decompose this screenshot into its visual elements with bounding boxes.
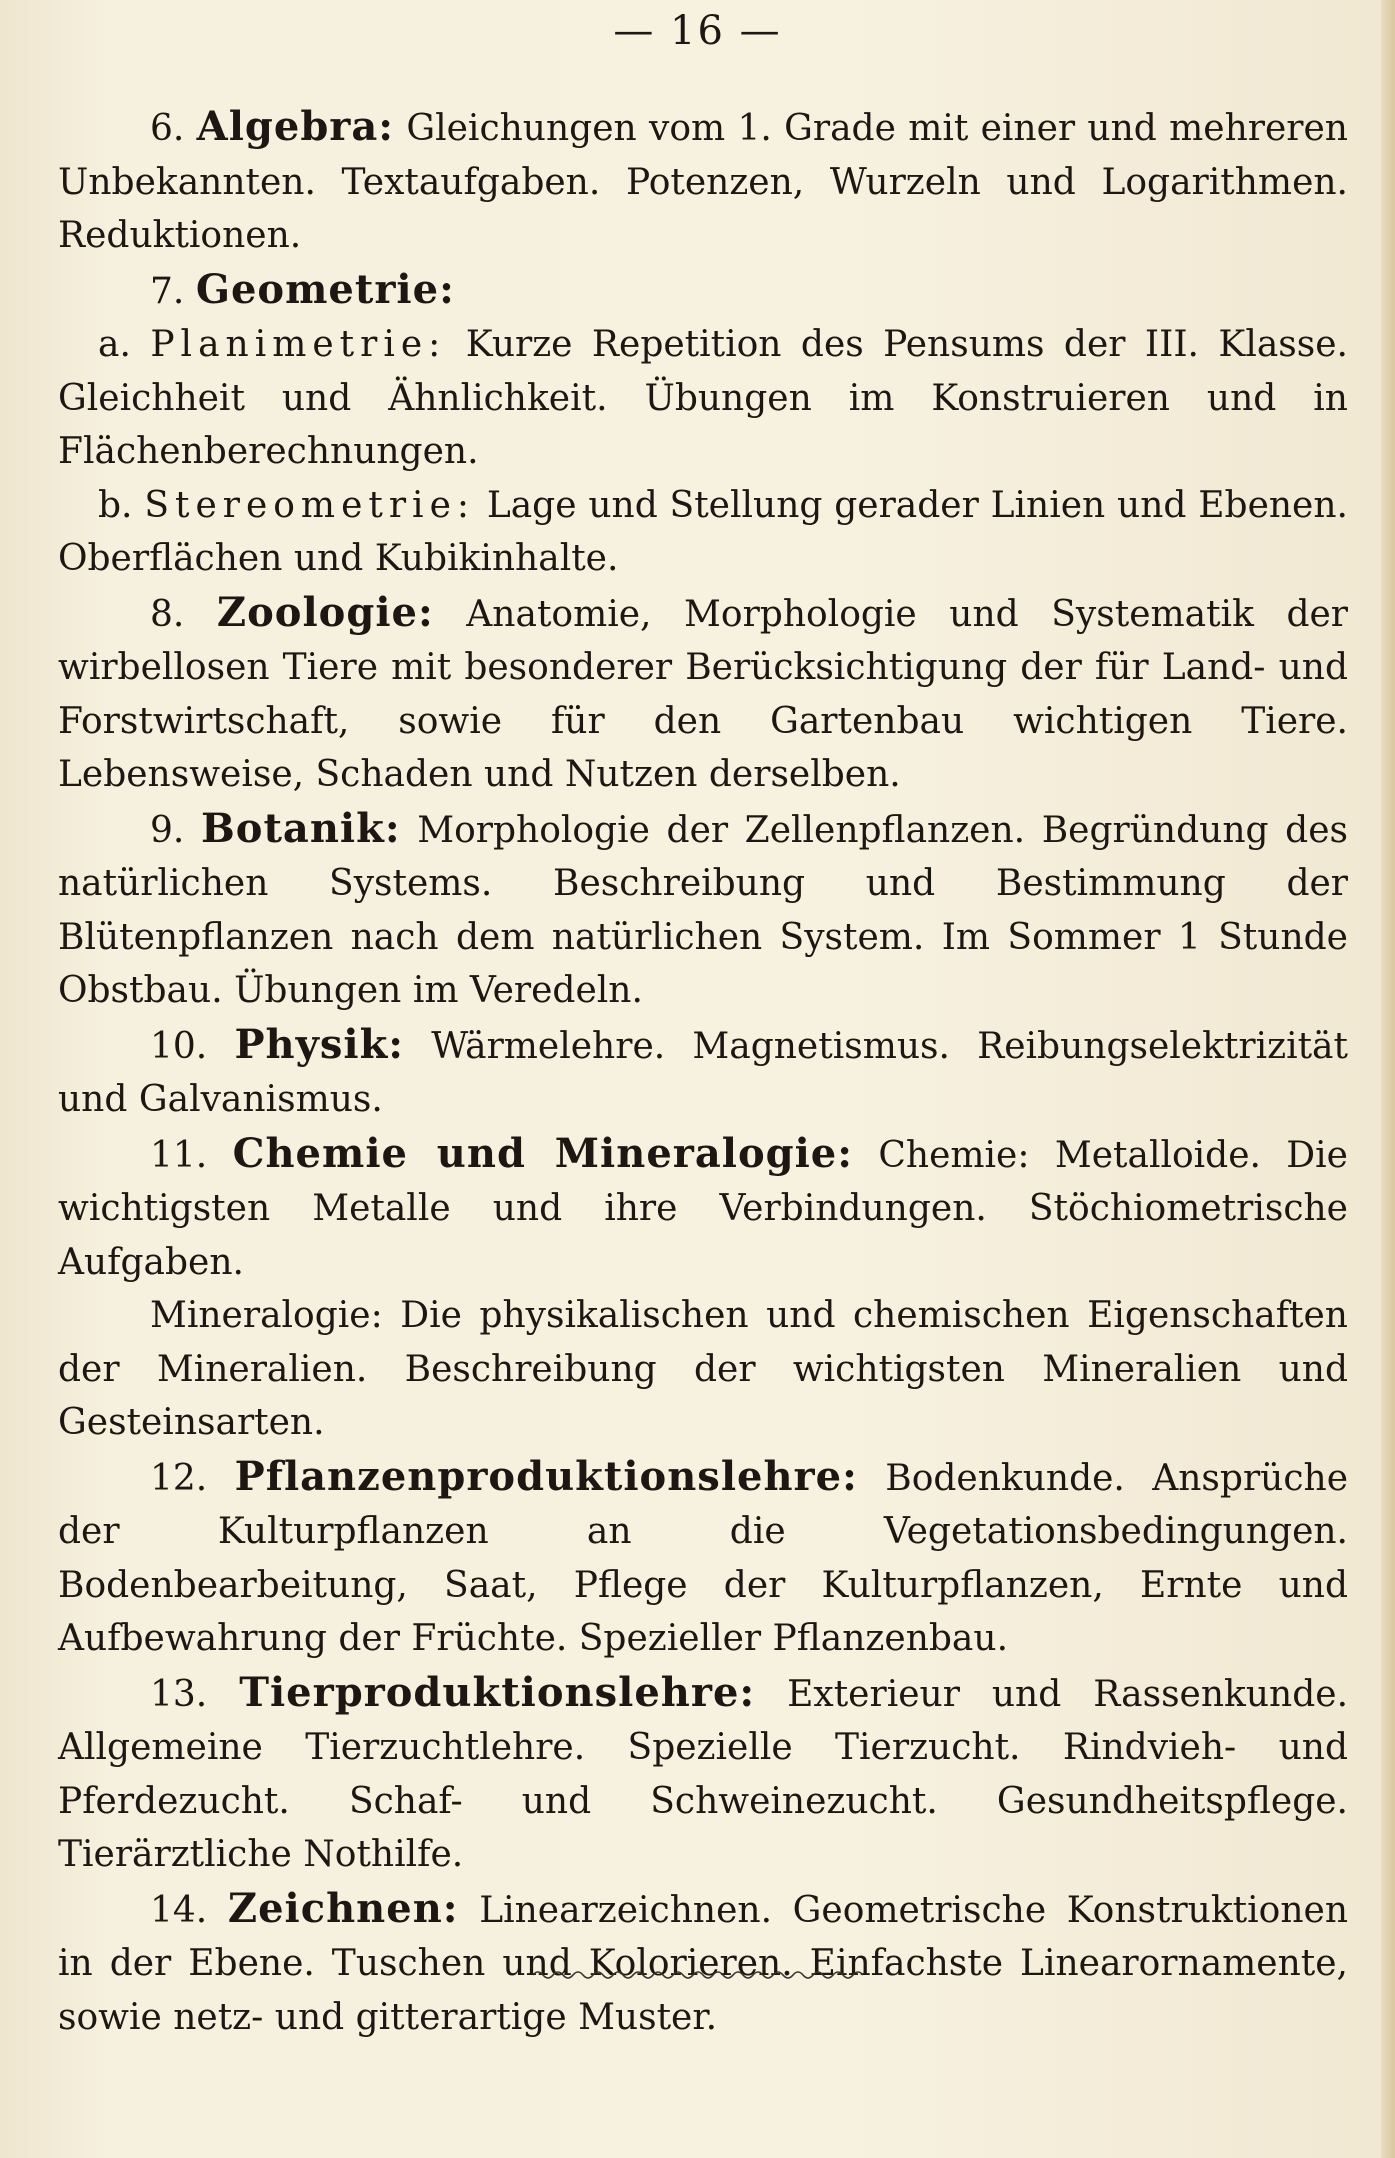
item-number: 7.	[150, 270, 185, 312]
item-text: Lage und Stellung gerader Linien und Ebenen. Oberflächen und Kubikinhalte.	[58, 484, 1348, 579]
item-text: Mineralogie: Die physikalischen und chemischen Eigenschaften der Mineralien. Beschreibung der wichtigsten Mineralien und Gesteinsarten.	[58, 1295, 1348, 1443]
sub-term: Planimetrie:	[150, 324, 447, 365]
item-physik	[58, 1018, 1348, 1127]
item-text: Exterieur und Rassenkunde. Allgemeine Tierzuchtlehre. Spezielle Tierzucht. Rindvieh- und Pferdezucht. Schaf- und Schweinezucht. Gesundheitspflege. Tierärztliche Nothilfe.	[58, 1673, 1349, 1875]
item-heading: Algebra:	[196, 103, 395, 150]
sub-term: Stereometrie:	[144, 484, 475, 526]
item-heading: Physik:	[234, 1020, 405, 1068]
item-text: Linearzeichnen. Geometrische Konstruktionen in der Ebene. Tuschen und Kolorieren. Einfachste Linearornamente, sowie netz- und gitterartige Muster.	[58, 1889, 1349, 2038]
page-edge	[1381, 0, 1395, 2158]
item-text: Morphologie der Zellenpflanzen. Begründung des natürlichen Systems. Beschreibung und Bestimmung der Blütenpflanzen nach dem natürlichen System. Im Sommer 1 Stunde Obstbau. Übungen im Veredeln.	[58, 809, 1348, 1011]
item-text: Anatomie, Morphologie und Systematik der wirbellosen Tiere mit besonderer Berücksichtigung der für Land- und Forstwirtschaft, sowie für den Gartenbau wichtigen Tiere. Lebensweise, Schaden und Nutzen derselben.	[58, 593, 1348, 795]
item-chemie	[58, 1127, 1348, 1290]
end-ornament	[0, 1960, 1395, 1990]
item-tierproduktion	[58, 1666, 1348, 1882]
sub-label: b.	[98, 484, 133, 526]
item-heading: Zeichnen:	[227, 1884, 459, 1932]
item-number: 12.	[150, 1457, 208, 1499]
item-number: 13.	[150, 1673, 208, 1715]
item-pflanzenproduktion	[58, 1450, 1348, 1666]
item-heading: Botanik:	[200, 804, 401, 852]
item-geometrie-b	[58, 479, 1348, 586]
item-number: 14.	[150, 1889, 208, 1931]
item-number: 11.	[150, 1134, 208, 1176]
item-algebra	[58, 100, 1348, 263]
item-heading: Chemie und Mineralogie:	[232, 1129, 854, 1177]
item-number: 9.	[150, 809, 185, 851]
item-text: Wärmelehre. Magnetismus. Reibungselektrizität und Galvanismus.	[58, 1025, 1348, 1120]
item-text: Kurze Repetition des Pensums der III. Klasse. Gleichheit und Ähnlichkeit. Übungen im Konstruieren und in Flächenberechnungen.	[58, 324, 1348, 472]
item-heading: Geometrie:	[195, 265, 455, 313]
item-chemie-mineralogie	[58, 1289, 1348, 1450]
item-heading: Pflanzenproduktionslehre:	[234, 1452, 858, 1500]
page-body	[58, 100, 1348, 2044]
item-botanik	[58, 802, 1348, 1018]
item-geometrie	[58, 263, 1348, 319]
item-text: Bodenkunde. Ansprüche der Kulturpflanzen an die Vegetationsbedingungen. Bodenbearbeitung, Saat, Pflege der Kulturpflanzen, Ernte und Aufbewahrung der Früchte. Spezieller Pflanzenbau.	[58, 1457, 1349, 1659]
sub-label: a.	[98, 324, 131, 365]
item-number: 10.	[150, 1025, 208, 1067]
page-number: — 16 —	[613, 8, 782, 54]
item-heading: Zoologie:	[216, 588, 434, 636]
item-zoologie	[58, 586, 1348, 802]
item-geometrie-a	[58, 318, 1348, 479]
item-number: 6.	[150, 108, 185, 149]
item-number: 8.	[150, 593, 185, 635]
wavy-line-ornament	[533, 1967, 863, 1983]
item-text: Gleichungen vom 1. Grade mit einer und mehreren Unbekannten. Textaufgaben. Potenzen, Wurzeln und Logarithmen. Reduktionen.	[58, 108, 1348, 256]
item-text: Chemie: Metalloide. Die wichtigsten Metalle und ihre Verbindungen. Stöchiometrische Aufgaben.	[58, 1134, 1348, 1283]
item-heading: Tierproduktionslehre:	[239, 1668, 756, 1716]
